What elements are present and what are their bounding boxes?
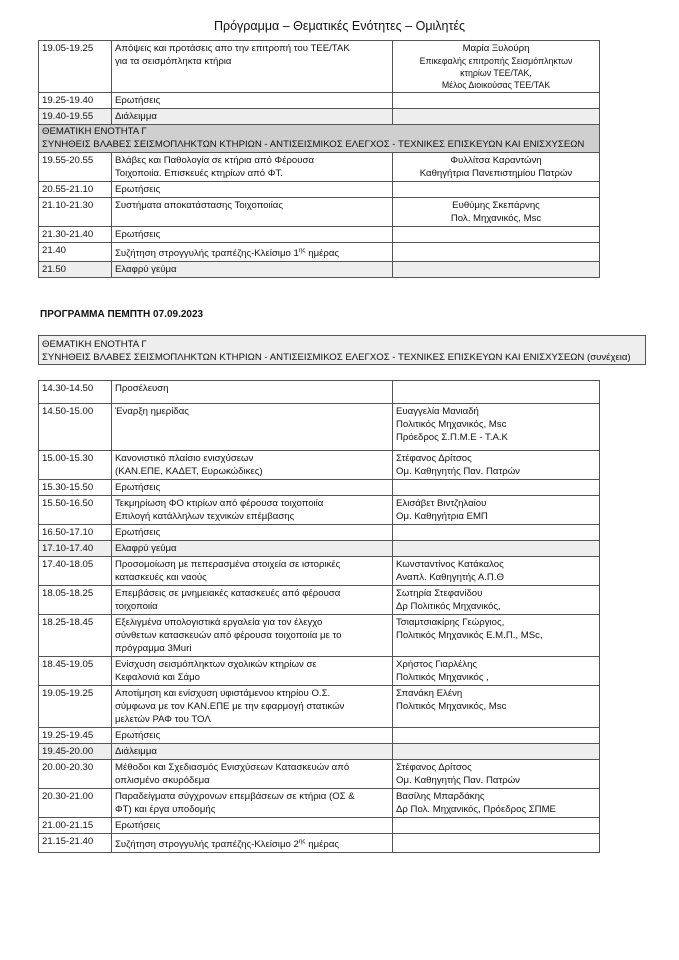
section-line: ΘΕΜΑΤΙΚΗ ΕΝΟΤΗΤΑ Γ (42, 126, 147, 137)
talk-line: Απόψεις και προτάσεις απο την επιτροπή του ΤΕΕ/ΤΑΚ (115, 43, 350, 54)
speaker-line: Πολ. Μηχανικός, Msc (450, 213, 542, 224)
speaker-line: Σπανάκη Ελένη (396, 688, 463, 699)
speaker-line: κτηρίων ΤΕΕ/ΤΑΚ, (460, 68, 532, 78)
time-cell: 15.00-15.30 (39, 451, 112, 480)
speaker-cell (393, 153, 600, 182)
speaker-line: Ομ. Καθηγητής Παν. Πατρών (396, 775, 520, 786)
theme-box (38, 335, 646, 365)
theme-subtitle: ΣΥΝΗΘΕΙΣ ΒΛΑΒΕΣ ΣΕΙΣΜΟΠΛΗΚΤΩΝ ΚΤΗΡΙΩΝ - ΑΝΤΙΣΕΙΣΜΙΚΟΣ ΕΛΕΓΧΟΣ - ΤΕΧΝΙΚΕΣ ΕΠΙΣΚΕΥΩΝ ΚΑΙ ΕΝΙΣΧΥΣΕΩΝ (συνέχεια) (42, 351, 631, 363)
table-row (39, 496, 600, 525)
time-cell: 19.25-19.45 (39, 728, 112, 744)
time-cell: 15.50-16.50 (39, 496, 112, 525)
speaker-cell (393, 262, 600, 278)
table-row (39, 480, 600, 496)
talk-line: (ΚΑΝ.ΕΠΕ, ΚΑΔΕΤ, Ευρωκώδικες) (115, 466, 263, 477)
table-row (39, 615, 600, 657)
talk-cell (112, 381, 393, 404)
talk-line: Ερωτήσεις (115, 527, 161, 538)
talk-line: σύνθετων κατασκευών από φέρουσα τοιχοποιία με το (115, 630, 342, 641)
table-row (39, 404, 600, 451)
speaker-line: Φυλλίτσα Καραντώνη (450, 155, 542, 166)
time-cell: 21.00-21.15 (39, 818, 112, 834)
talk-line: Προσέλευση (115, 383, 169, 394)
talk-cell (112, 243, 393, 262)
talk-cell (112, 480, 393, 496)
time-cell: 20.55-21.10 (39, 182, 112, 198)
talk-cell (112, 818, 393, 834)
talk-cell (112, 451, 393, 480)
talk-cell (112, 686, 393, 728)
speaker-cell (393, 109, 600, 125)
talk-cell (112, 182, 393, 198)
time-cell: 21.30-21.40 (39, 227, 112, 243)
talk-line: Κεφαλονιά και Σάμο (115, 672, 200, 683)
speaker-cell (393, 586, 600, 615)
section-row (39, 125, 600, 153)
time-cell: 20.30-21.00 (39, 789, 112, 818)
time-cell: 19.25-19.40 (39, 93, 112, 109)
speaker-cell (393, 615, 600, 657)
table-row (39, 451, 600, 480)
talk-line: σύμφωνα με τον ΚΑΝ.ΕΠΕ με την εφαρμογή στατικών (115, 701, 345, 712)
time-cell: 21.10-21.30 (39, 198, 112, 227)
speaker-cell (393, 760, 600, 789)
speaker-cell (393, 789, 600, 818)
table-row (39, 744, 600, 760)
talk-line: Ερωτήσεις (115, 95, 161, 106)
table-row (39, 834, 600, 853)
table-row (39, 41, 600, 93)
speaker-line: Στέφανος Δρίτσος (396, 453, 472, 464)
speaker-cell (393, 557, 600, 586)
section-cell (39, 125, 600, 153)
speaker-cell (393, 227, 600, 243)
table-row (39, 182, 600, 198)
time-cell: 18.45-19.05 (39, 657, 112, 686)
talk-cell (112, 198, 393, 227)
speaker-line: Μέλος Διοικούσας ΤΕΕ/ΤΑΚ (441, 80, 551, 90)
time-cell: 19.55-20.55 (39, 153, 112, 182)
talk-cell (112, 404, 393, 451)
talk-line: Κανονιστικό πλαίσιο ενισχύσεων (115, 453, 254, 464)
speaker-cell (393, 404, 600, 451)
speaker-cell (393, 541, 600, 557)
speaker-line: Ευαγγελία Μανιαδή (396, 406, 479, 417)
table-row (39, 227, 600, 243)
speaker-cell (393, 480, 600, 496)
talk-cell (112, 153, 393, 182)
speaker-line: Ελισάβετ Βιντζηλαίου (396, 498, 487, 509)
speaker-cell (393, 41, 600, 93)
talk-cell (112, 760, 393, 789)
talk-line: Ερωτήσεις (115, 482, 161, 493)
time-cell: 16.50-17.10 (39, 525, 112, 541)
speaker-line: Ομ. Καθηγήτρια ΕΜΠ (396, 511, 488, 522)
time-cell: 19.05-19.25 (39, 686, 112, 728)
time-cell: 21.40 (39, 243, 112, 262)
speaker-line: Δρ Πολ. Μηχανικός, Πρόεδρος ΣΠΜΕ (396, 804, 556, 815)
talk-line: πρόγραμμα 3Muri (115, 643, 192, 654)
speaker-cell (393, 525, 600, 541)
schedule-table-day1 (38, 40, 600, 278)
talk-cell (112, 744, 393, 760)
time-cell: 19.40-19.55 (39, 109, 112, 125)
talk-line: Συζήτηση στρογγυλής τραπέζης-Κλείσιμο $2^{\eta\varsigma}$ ημέρας (115, 838, 339, 851)
speaker-cell (393, 381, 600, 404)
talk-line: Προσομοίωση με πεπερασμένα στοιχεία σε ιστορικές (115, 559, 341, 570)
speaker-cell (393, 496, 600, 525)
theme-title: ΘΕΜΑΤΙΚΗ ΕΝΟΤΗΤΑ Γ (42, 339, 147, 350)
speaker-line: Επικεφαλής επιτροπής Σεισμόπληκτων (419, 56, 573, 66)
speaker-line: Δρ Πολιτικός Μηχανικός, (396, 601, 501, 612)
table-row (39, 586, 600, 615)
time-cell: 17.10-17.40 (39, 541, 112, 557)
table-row (39, 789, 600, 818)
speaker-line: Ομ. Καθηγητής Παν. Πατρών (396, 466, 520, 477)
table-row (39, 525, 600, 541)
talk-cell (112, 109, 393, 125)
talk-line: τοιχοποιία (115, 601, 158, 612)
speaker-line: Τσιαμτσιακίρης Γεώργιος, (396, 617, 505, 628)
speaker-line: Σωτηρία Στεφανίδου (396, 588, 483, 599)
speaker-line: Πολιτικός Μηχανικός Ε.Μ.Π., MSc, (396, 630, 543, 641)
time-cell: 19.05-19.25 (39, 41, 112, 93)
time-cell: 17.40-18.05 (39, 557, 112, 586)
time-cell: 18.25-18.45 (39, 615, 112, 657)
speaker-line: Πολιτικός Μηχανικός, Msc (396, 419, 507, 430)
talk-cell (112, 586, 393, 615)
talk-cell (112, 557, 393, 586)
speaker-cell (393, 657, 600, 686)
speaker-line: Στέφανος Δρίτσος (396, 762, 472, 773)
talk-line: Ελαφρύ γεύμα (115, 264, 177, 276)
speaker-line: Αναπλ. Καθηγητής Α.Π.Θ (396, 572, 504, 583)
table-row (39, 262, 600, 278)
table-row (39, 760, 600, 789)
speaker-cell (393, 451, 600, 480)
schedule-table-day2 (38, 380, 600, 853)
speaker-line: Μαρία Ξυλούρη (462, 43, 530, 54)
speaker-cell (393, 834, 600, 853)
talk-cell (112, 834, 393, 853)
time-cell: 19.45-20.00 (39, 744, 112, 760)
talk-cell (112, 525, 393, 541)
page-title: Πρόγραμμα – Θεματικές Ενότητες – Ομιλητές (213, 19, 466, 33)
talk-line: Παραδείγματα σύγχρονων επεμβάσεων σε κτήρια (ΟΣ & (115, 791, 355, 802)
talk-line: Διάλειμμα (115, 111, 157, 122)
talk-line: Μέθοδοι και Σχεδιασμός Ενισχύσεων Κατασκευών από (115, 762, 350, 773)
talk-line: Τεκμηρίωση ΦΟ κτιρίων από φέρουσα τοιχοποιία (115, 498, 324, 509)
speaker-line: Καθηγήτρια Πανεπιστημίου Πατρών (419, 168, 573, 179)
talk-line: Ερωτήσεις (115, 229, 161, 240)
table-row (39, 728, 600, 744)
talk-line: για τα σεισμόπληκτα κτήρια (115, 56, 232, 67)
talk-cell (112, 541, 393, 557)
time-cell: 15.30-15.50 (39, 480, 112, 496)
day2-heading: ΠΡΟΓΡΑΜΜΑ ΠΕΜΠΤΗ 07.09.2023 (40, 309, 204, 320)
time-cell: 21.50 (39, 262, 112, 278)
table-row (39, 109, 600, 125)
talk-cell (112, 789, 393, 818)
talk-cell (112, 615, 393, 657)
talk-cell (112, 227, 393, 243)
section-line: ΣΥΝΗΘΕΙΣ ΒΛΑΒΕΣ ΣΕΙΣΜΟΠΛΗΚΤΩΝ ΚΤΗΡΙΩΝ - ΑΝΤΙΣΕΙΣΜΙΚΟΣ ΕΛΕΓΧΟΣ - ΤΕΧΝΙΚΕΣ ΕΠΙΣΚΕΥΩΝ ΚΑΙ ΕΝΙΣΧΥΣΕΩΝ (42, 138, 585, 150)
speaker-line: Πολιτικός Μηχανικός , (396, 672, 489, 683)
speaker-line: Κωνσταντίνος Κατάκαλος (396, 559, 504, 570)
speaker-cell (393, 728, 600, 744)
speaker-cell (393, 93, 600, 109)
talk-line: Ελαφρύ γεύμα (115, 543, 177, 554)
talk-cell (112, 93, 393, 109)
talk-line: Επεμβάσεις σε μνημειακές κατασκευές από φέρουσα (115, 588, 341, 599)
table-row (39, 541, 600, 557)
table-row (39, 657, 600, 686)
talk-line: μελετών ΡΑΦ του ΤΟΛ (115, 714, 211, 725)
time-cell: 18.05-18.25 (39, 586, 112, 615)
talk-line: κατασκευές και ναούς (115, 572, 207, 583)
talk-cell (112, 728, 393, 744)
table-row (39, 93, 600, 109)
talk-line: Ενίσχυση σεισμόπληκτων σχολικών κτηρίων σε (115, 659, 317, 670)
talk-line: ΦΤ) και έργα υποδομής (115, 804, 216, 815)
speaker-cell (393, 744, 600, 760)
talk-cell (112, 657, 393, 686)
speaker-cell (393, 182, 600, 198)
speaker-cell (393, 818, 600, 834)
talk-line: Ερωτήσεις (115, 730, 161, 741)
talk-line: οπλισμένο σκυρόδεμα (115, 775, 210, 786)
table-row (39, 818, 600, 834)
talk-line: Τοιχοποιία. Επισκευές κτηρίων από ΦΤ. (115, 168, 283, 179)
speaker-cell (393, 686, 600, 728)
table-row (39, 243, 600, 262)
talk-cell (112, 496, 393, 525)
talk-line: Συζήτηση στρογγυλής τραπέζης-Κλείσιμο $1^{\eta\varsigma}$ ημέρας (115, 247, 339, 260)
talk-line: Βλάβες και Παθολογία σε κτήρια από Φέρουσα (115, 155, 314, 166)
talk-line: Εξελιγμένα υπολογιστικά εργαλεία για τον έλεγχο (115, 617, 323, 628)
time-cell: 20.00-20.30 (39, 760, 112, 789)
talk-line: Επιλογή κατάλληλων τεχνικών επέμβασης (115, 511, 295, 522)
table-row (39, 686, 600, 728)
time-cell: 21.15-21.40 (39, 834, 112, 853)
speaker-line: Ευθύμης Σκεπάρνης (452, 200, 540, 211)
speaker-cell (393, 198, 600, 227)
time-cell: 14.50-15.00 (39, 404, 112, 451)
speaker-line: Πολιτικός Μηχανικός, Msc (396, 701, 507, 712)
table-row (39, 381, 600, 404)
speaker-line: Χρήστος Γιαρλέλης (396, 659, 478, 670)
talk-line: Συστήματα αποκατάστασης Τοιχοποιίας (115, 200, 283, 211)
speaker-line: Βασίλης Μπαρδάκης (396, 791, 485, 802)
talk-cell (112, 41, 393, 93)
table-row (39, 198, 600, 227)
table-row (39, 557, 600, 586)
speaker-cell (393, 243, 600, 262)
time-cell: 14.30-14.50 (39, 381, 112, 404)
talk-line: Έναρξη ημερίδας (115, 406, 189, 417)
talk-line: Διάλειμμα (115, 746, 157, 757)
talk-line: Ερωτήσεις (115, 820, 161, 831)
talk-line: Ερωτήσεις (115, 184, 161, 195)
talk-line: Αποτίμηση και ενίσχυση υφιστάμενου κτηρίου Ο.Σ. (115, 688, 331, 699)
table-row (39, 153, 600, 182)
speaker-line: Πρόεδρος Σ.Π.Μ.Ε - Τ.Α.Κ (396, 432, 508, 443)
talk-cell (112, 262, 393, 278)
